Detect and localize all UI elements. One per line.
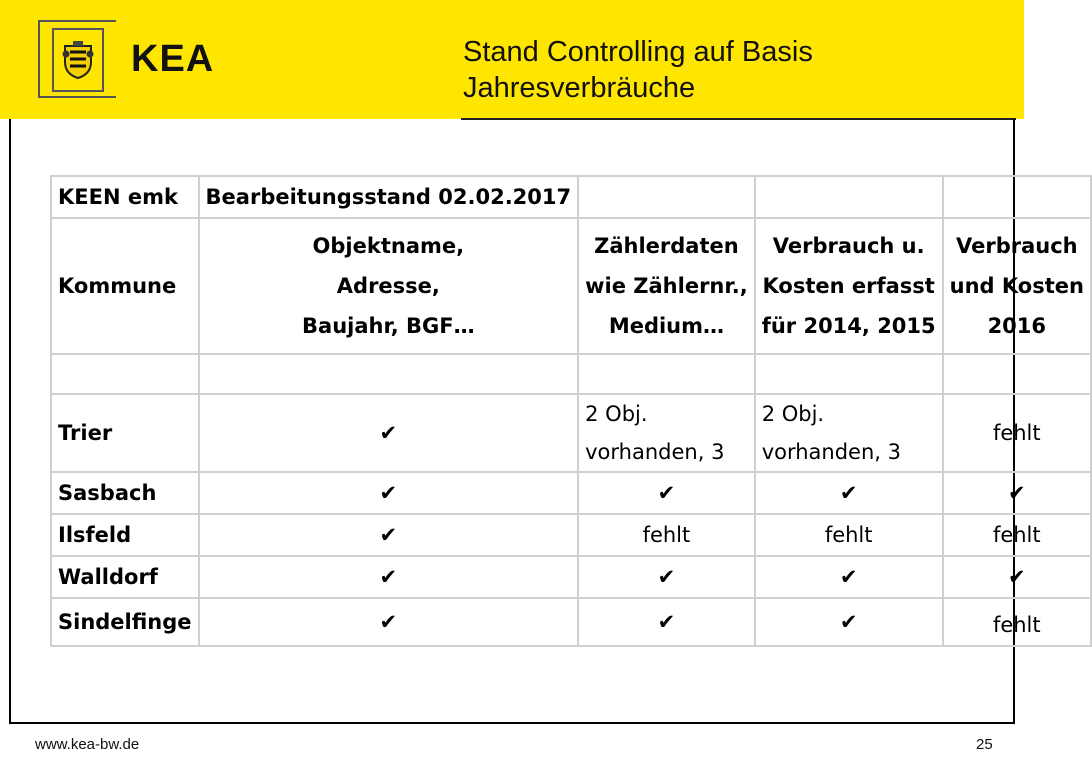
- table-cell: [943, 176, 1091, 218]
- cell-line: 2 Obj.: [585, 402, 648, 426]
- column-header-verbrauch-2016: [943, 218, 1091, 354]
- column-header-objekt: [199, 218, 579, 354]
- table-cell: [755, 176, 943, 218]
- header-line: 2016: [987, 314, 1047, 338]
- table-row: [51, 394, 1091, 472]
- status-table: [50, 175, 1092, 647]
- header-line: Verbrauch: [955, 234, 1078, 258]
- table-cell: fehlt: [943, 598, 1091, 646]
- header-line: Medium…: [608, 314, 725, 338]
- table-cell: [578, 394, 755, 472]
- check-icon: ✔: [199, 514, 579, 556]
- table-cell: [755, 394, 943, 472]
- table-cell: fehlt: [943, 514, 1091, 556]
- table-cell: [578, 354, 755, 394]
- kea-logo-text: KEA: [131, 38, 215, 80]
- header-line: Baujahr, BGF…: [302, 314, 475, 338]
- column-header-zaehler: [578, 218, 755, 354]
- cell-line: 2 Obj.: [761, 402, 825, 426]
- check-icon: ✔: [755, 472, 943, 514]
- check-icon: ✔: [943, 472, 1091, 514]
- header-line: Objektname,: [312, 234, 465, 258]
- table-header-row: [51, 218, 1091, 354]
- table-cell: fehlt: [755, 514, 943, 556]
- table-cell: [943, 354, 1091, 394]
- kommune-cell: Walldorf: [51, 556, 199, 598]
- table-cell: [755, 354, 943, 394]
- table-cell: [578, 176, 755, 218]
- table-row-empty: [51, 354, 1091, 394]
- page-title: [463, 34, 813, 106]
- check-icon: ✔: [199, 394, 579, 472]
- header-line: Adresse,: [336, 274, 440, 298]
- table-row: [51, 556, 1091, 598]
- title-line-1: Stand Controlling auf Basis: [463, 36, 813, 68]
- header-line: Verbrauch u.: [772, 234, 925, 258]
- footer-url: www.kea-bw.de: [35, 736, 140, 753]
- table-cell: [51, 354, 199, 394]
- coat-of-arms-icon: [61, 40, 95, 80]
- check-icon: ✔: [199, 556, 579, 598]
- table-cell: fehlt: [943, 394, 1091, 472]
- table-cell: KEEN emk: [51, 176, 199, 218]
- kommune-cell: Sasbach: [51, 472, 199, 514]
- column-header-verbrauch-2014: [755, 218, 943, 354]
- kommune-cell: Ilsfeld: [51, 514, 199, 556]
- table-row: [51, 514, 1091, 556]
- table-row: [51, 472, 1091, 514]
- check-icon: ✔: [578, 598, 755, 646]
- title-line-2: Jahresverbräuche: [463, 72, 696, 104]
- check-icon: ✔: [199, 598, 579, 646]
- column-header-kommune: Kommune: [51, 218, 199, 354]
- table-row: [51, 176, 1091, 218]
- header-line: für 2014, 2015: [761, 314, 936, 338]
- table-row: [51, 598, 1091, 646]
- check-icon: ✔: [755, 556, 943, 598]
- check-icon: ✔: [755, 598, 943, 646]
- header-line: Kosten erfasst: [762, 274, 935, 298]
- check-icon: ✔: [199, 472, 579, 514]
- cell-line: vorhanden, 3: [761, 440, 902, 464]
- check-icon: ✔: [578, 472, 755, 514]
- table-cell: [199, 354, 579, 394]
- check-icon: ✔: [943, 556, 1091, 598]
- header-line: Zählerdaten: [594, 234, 739, 258]
- page-number: 25: [976, 736, 993, 753]
- kommune-cell: Sindelfinge: [51, 598, 199, 646]
- table-cell: Bearbeitungsstand 02.02.2017: [199, 176, 579, 218]
- header-line: wie Zählernr.,: [585, 274, 748, 298]
- table-cell: fehlt: [578, 514, 755, 556]
- cell-line: vorhanden, 3: [585, 440, 725, 464]
- kommune-cell: Trier: [51, 394, 199, 472]
- header-line: und Kosten: [949, 274, 1084, 298]
- check-icon: ✔: [578, 556, 755, 598]
